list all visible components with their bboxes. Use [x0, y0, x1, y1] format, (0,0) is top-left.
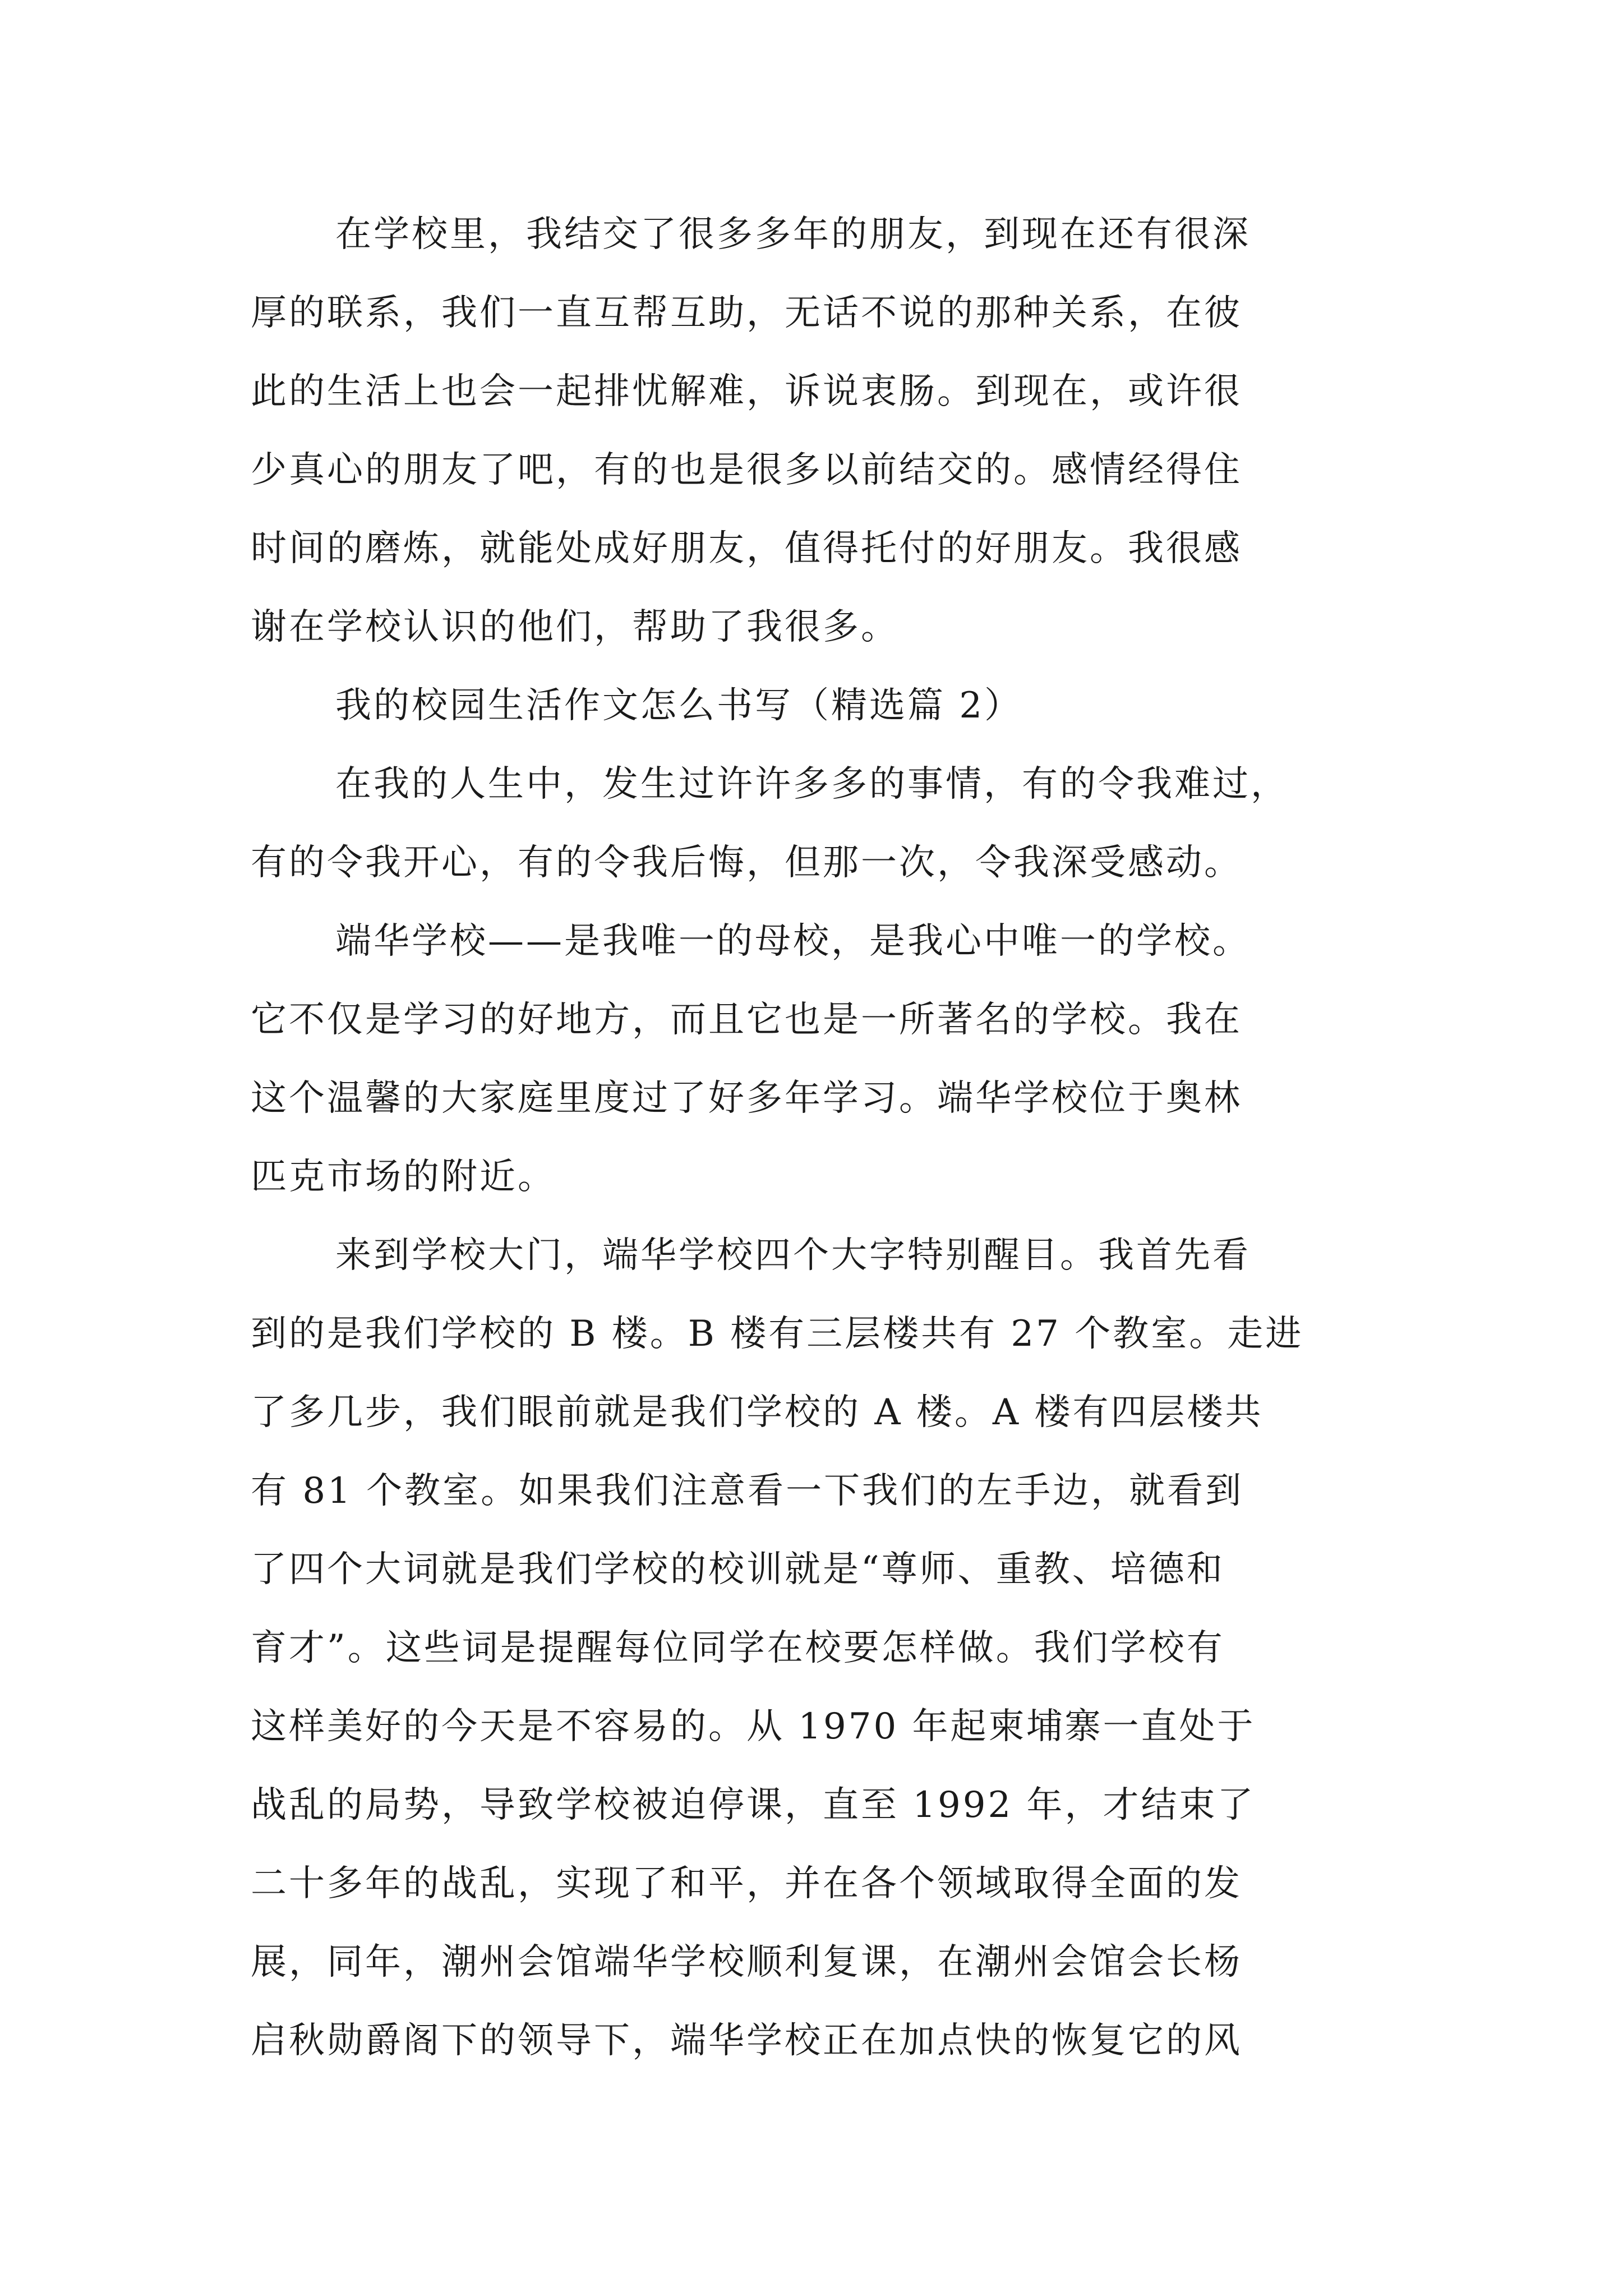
paragraph-line: 育才”。这些词是提醒每位同学在校要怎样做。我们学校有	[251, 1627, 1225, 1669]
paragraph-line: 了四个大词就是我们学校的校训就是“尊师、重教、培德和	[251, 1549, 1225, 1590]
paragraph-line: 启秋勋爵阁下的领导下，端华学校正在加点快的恢复它的风	[251, 2020, 1242, 2062]
paragraph-line: 展，同年，潮州会馆端华学校顺利复课，在潮州会馆会长杨	[251, 1941, 1242, 1983]
paragraph-line: 它不仅是学习的好地方，而且它也是一所著名的学校。我在	[251, 999, 1242, 1041]
paragraph-line: 厚的联系，我们一直互帮互助，无话不说的那种关系，在彼	[251, 292, 1242, 334]
paragraph-line: 在我的人生中，发生过许许多多的事情，有的令我难过，	[335, 763, 1289, 805]
paragraph-line: 有的令我开心，有的令我后悔，但那一次，令我深受感动。	[251, 842, 1242, 884]
paragraph-line: 谢在学校认识的他们，帮助了我很多。	[251, 606, 899, 648]
paragraph-line: 有 81 个教室。如果我们注意看一下我们的左手边，就看到	[251, 1470, 1244, 1512]
paragraph-line: 少真心的朋友了吧，有的也是很多以前结交的。感情经得住	[251, 449, 1242, 491]
paragraph-line: 端华学校——是我唯一的母校，是我心中唯一的学校。	[335, 921, 1251, 962]
paragraph-line: 了多几步，我们眼前就是我们学校的 A 楼。A 楼有四层楼共	[251, 1392, 1264, 1433]
paragraph-line: 战乱的局势，导致学校被迫停课，直至 1992 年，才结束了	[251, 1784, 1256, 1826]
paragraph-line: 到的是我们学校的 B 楼。B 楼有三层楼共有 27 个教室。走进	[251, 1313, 1304, 1355]
paragraph-line: 时间的磨炼，就能处成好朋友，值得托付的好朋友。我很感	[251, 528, 1242, 569]
paragraph-line: 二十多年的战乱，实现了和平，并在各个领域取得全面的发	[251, 1863, 1242, 1904]
paragraph-line: 这个温馨的大家庭里度过了好多年学习。端华学校位于奥林	[251, 1078, 1242, 1119]
paragraph-line: 此的生活上也会一起排忧解难，诉说衷肠。到现在，或许很	[251, 371, 1242, 412]
paragraph-line: 匹克市场的附近。	[251, 1156, 556, 1198]
paragraph-line: 这样美好的今天是不容易的。从 1970 年起柬埔寨一直处于	[251, 1706, 1256, 1747]
paragraph-line: 在学校里，我结交了很多多年的朋友，到现在还有很深	[335, 214, 1251, 255]
section-heading: 我的校园生活作文怎么书写（精选篇 2）	[335, 685, 1023, 726]
paragraph-line: 来到学校大门，端华学校四个大字特别醒目。我首先看	[335, 1235, 1251, 1276]
